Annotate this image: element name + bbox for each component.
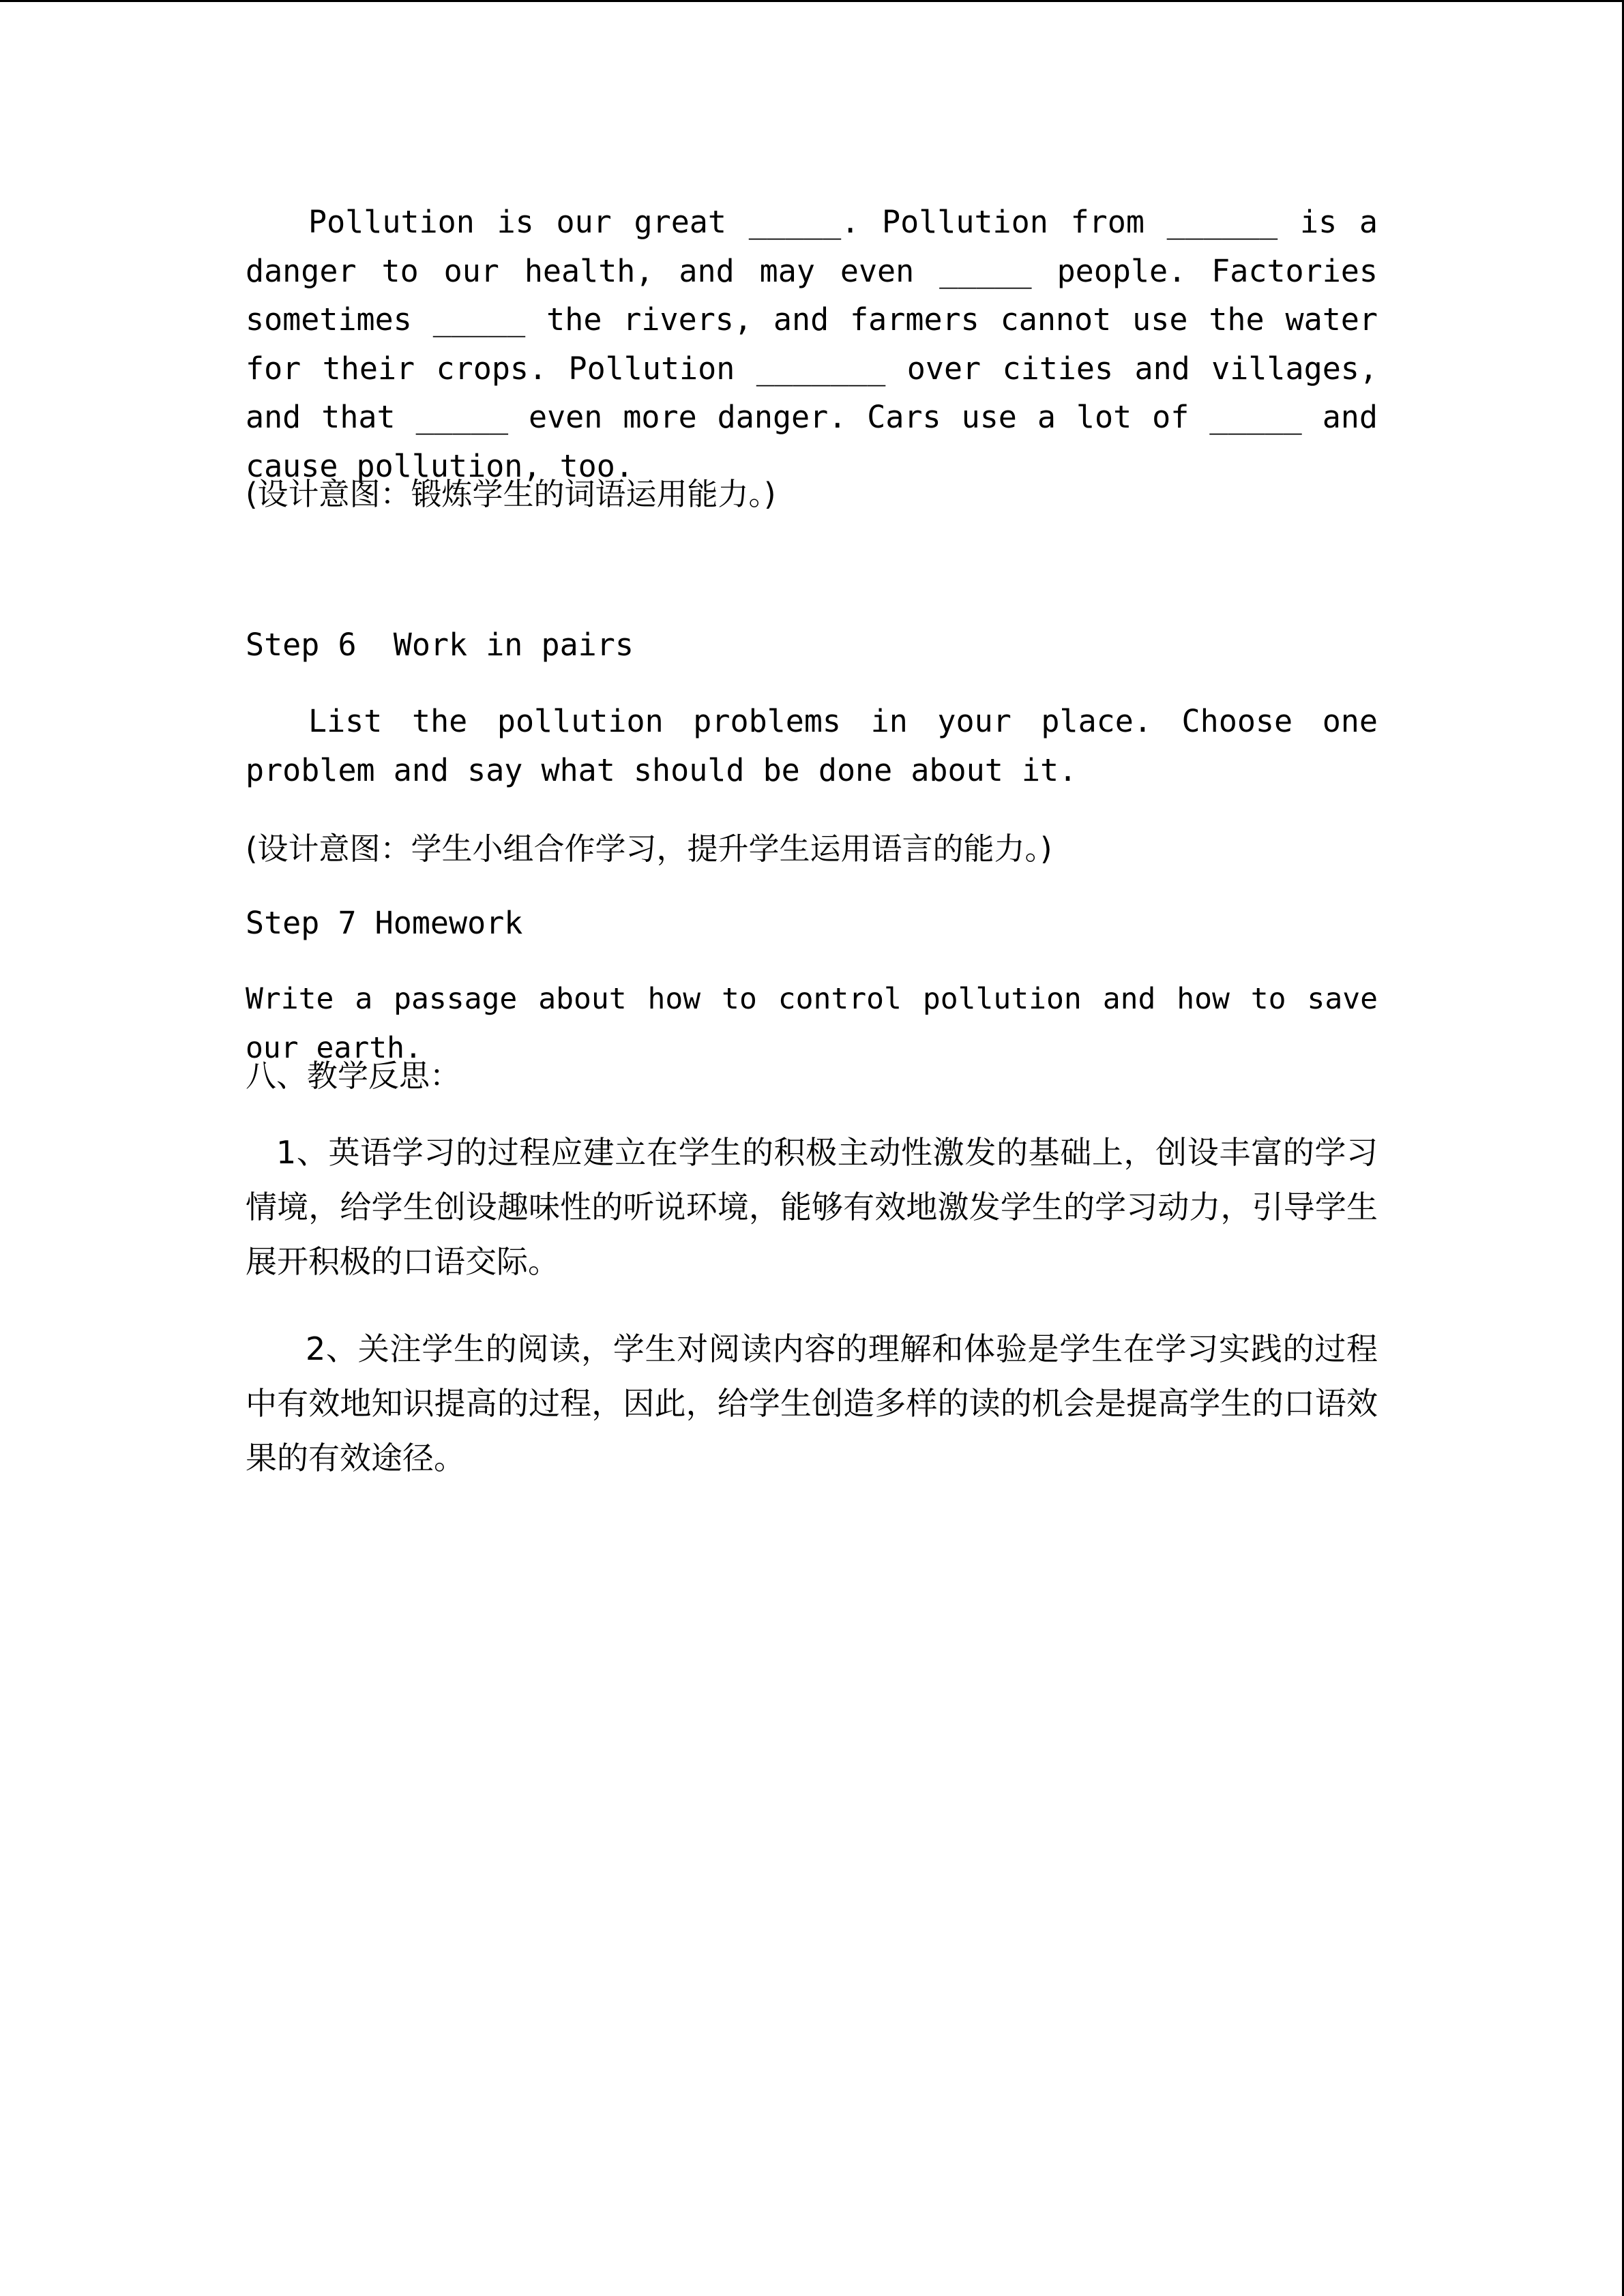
reflection-item-2: 2、关注学生的阅读，学生对阅读内容的理解和体验是学生在学习实践的过程中有效地知识提高的过程，因此，给学生创造多样的读的机会是提高学生的口语效果的有效途径。 (246, 1330, 1378, 1476)
design-note-1: (设计意图：锻炼学生的词语运用能力。) (246, 476, 776, 512)
step7-title: Step 7 Homework (246, 905, 523, 941)
reflection-heading: 八、教学反思： (246, 1058, 461, 1094)
fill-in-blank-passage: Pollution is our great _____. Pollution from ______ is a danger to our health, and may even _____ people. Factories sometimes _____ the rivers, and farmers cannot use the water for their crops. Pollution _______ over cities and villages, and that _____ even more danger. Cars use a lot of _____ and cause pollution, too. (246, 204, 1378, 484)
step7-instructions: Write a passage about how to control pollution and how to save our earth. (246, 982, 1378, 1065)
step6-instructions: List the pollution problems in your place. Choose one problem and say what should be done about it. (246, 703, 1378, 788)
design-note-2: (设计意图：学生小组合作学习，提升学生运用语言的能力。) (246, 831, 1052, 867)
reflection-item-1: 1、英语学习的过程应建立在学生的积极主动性激发的基础上，创设丰富的学习情境，给学生创设趣味性的听说环境，能够有效地激发学生的学习动力，引导学生展开积极的口语交际。 (246, 1134, 1378, 1280)
step6-title: Step 6 Work in pairs (246, 627, 634, 663)
